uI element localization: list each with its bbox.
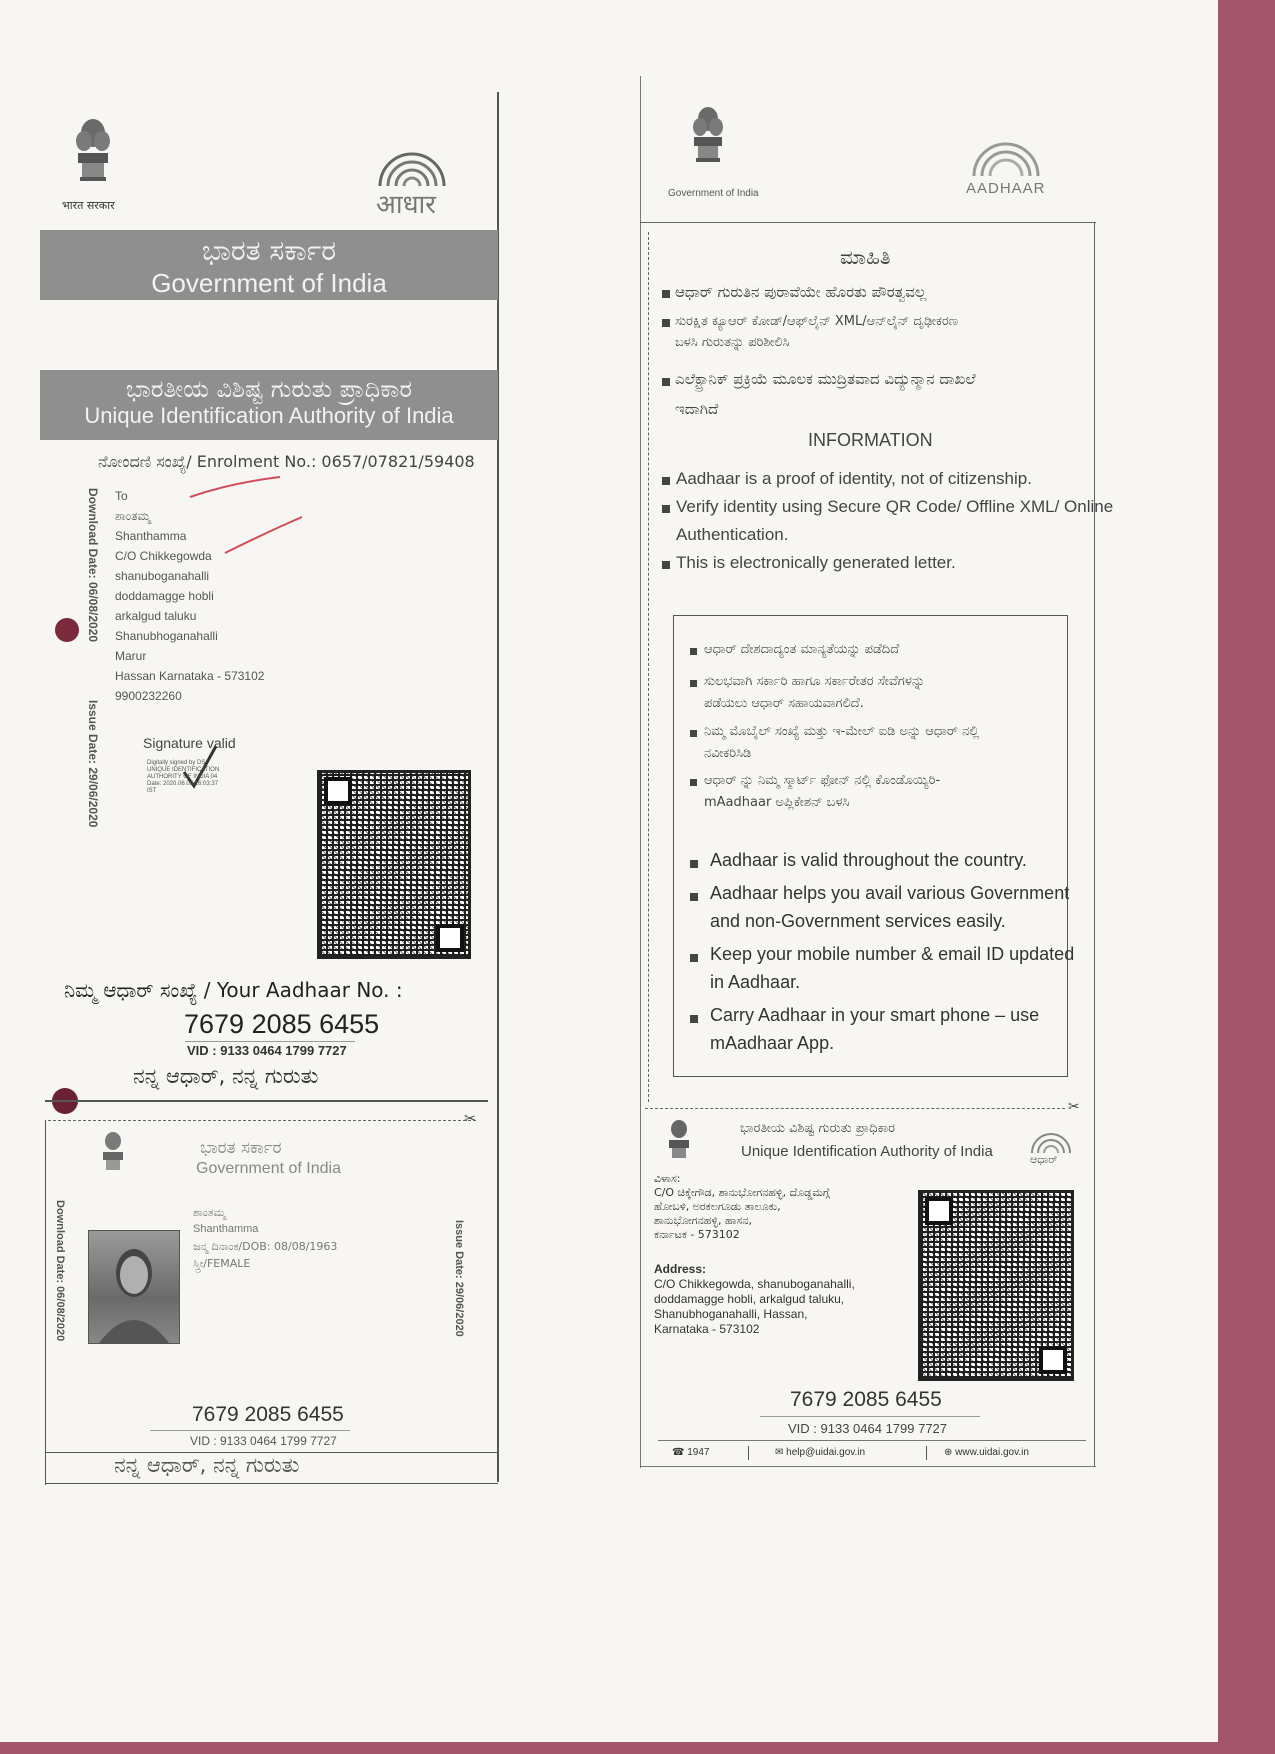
kannada-info-heading: ಮಾಹಿತಿ bbox=[840, 245, 891, 269]
card-dob: ಜನ್ಮ ದಿನಾಂಕ/DOB: 08/08/1963 bbox=[193, 1240, 338, 1253]
national-emblem-icon bbox=[664, 1118, 694, 1166]
bullet bbox=[662, 378, 670, 386]
card-aadhaar-number: 7679 2085 6455 bbox=[790, 1388, 942, 1411]
cut-line bbox=[645, 1108, 1065, 1109]
address-line: Karnataka - 573102 bbox=[654, 1322, 760, 1336]
card-border bbox=[45, 1120, 46, 1485]
gov-band-kannada: ಭಾರತ ಸರ್ಕಾರ bbox=[201, 234, 337, 267]
kannada-info-line: ಎಲೆಕ್ಟ್ರಾನಿಕ್ ಪ್ರಕ್ರಿಯೆ ಮೂಲಕ ಮುದ್ರಿತವಾದ ವಿದ್ಯುನ್ಮಾನ ದಾಖಲೆ bbox=[675, 370, 976, 388]
address-line: C/O Chikkegowda bbox=[115, 549, 212, 563]
kannada-info-line: ಸುರಕ್ಷಿತ ಕ್ಯೂಆರ್ ಕೋಡ್/ಆಫ್‌ಲೈನ್ XML/ಆನ್‌ಲೈನ್ ದೃಢೀಕರಣ bbox=[675, 314, 958, 329]
address-line: Marur bbox=[115, 649, 147, 663]
emblem-caption: Government of India bbox=[668, 188, 759, 199]
box-english-line: Aadhaar helps you avail various Government bbox=[710, 883, 1070, 903]
pen-mark bbox=[180, 475, 310, 555]
divider bbox=[150, 1430, 350, 1431]
divider bbox=[640, 222, 1096, 223]
footer-email-address: help@uidai.gov.in bbox=[786, 1447, 866, 1458]
footer-phone-number: 1947 bbox=[687, 1447, 710, 1458]
vid-number: VID : 9133 0464 1799 7727 bbox=[187, 1043, 347, 1058]
signature-detail-line: UNIQUE IDENTIFICATION bbox=[147, 767, 220, 773]
left-fold-line bbox=[497, 92, 499, 1482]
signature-detail-line: AUTHORITY OF INDIA 04 bbox=[147, 774, 218, 780]
bullet bbox=[690, 680, 697, 687]
address-kannada-block bbox=[654, 1172, 830, 1242]
box-kannada-line: mAadhaar ಅಪ್ಲಿಕೇಶನ್ ಬಳಸಿ bbox=[704, 795, 850, 810]
phone-icon: ☎ bbox=[672, 1447, 685, 1458]
national-emblem-icon bbox=[688, 103, 728, 177]
box-english-line: in Aadhaar. bbox=[710, 972, 801, 992]
card-uidai-kannada: ಭಾರತೀಯ ವಿಶಿಷ್ಟ ಗುರುತು ಪ್ರಾಧಿಕಾರ bbox=[740, 1121, 895, 1136]
bullet bbox=[690, 1015, 698, 1023]
box-kannada-line: ನವೀಕರಿಸಿಡಿ bbox=[704, 746, 752, 761]
card-tagline: ನನ್ನ ಆಧಾರ್, ನನ್ನ ಗುರುತು bbox=[114, 1453, 300, 1477]
issue-date: Issue Date: 29/06/2020 bbox=[86, 700, 100, 828]
card-gender: ಸ್ತ್ರೀ/FEMALE bbox=[193, 1257, 251, 1270]
government-band bbox=[40, 230, 498, 300]
scissors-icon: ✂ bbox=[1068, 1098, 1080, 1114]
card-vid-number: VID : 9133 0464 1799 7727 bbox=[190, 1434, 337, 1448]
divider bbox=[926, 1446, 927, 1460]
bullet bbox=[662, 561, 670, 569]
signature-detail-line: Date: 2020.06.05 16:03:37 bbox=[147, 781, 219, 787]
card-border bbox=[45, 1483, 498, 1484]
signature-detail-line: IST bbox=[147, 788, 157, 794]
aadhaar-fingerprint-logo-icon bbox=[1028, 1125, 1074, 1155]
box-english-line: Keep your mobile number & email ID updated bbox=[710, 944, 1075, 964]
download-date: Download Date: 06/08/2020 bbox=[86, 488, 100, 643]
holder-photo bbox=[88, 1230, 180, 1344]
card-gov-kannada: ಭಾರತ ಸರ್ಕಾರ bbox=[200, 1138, 282, 1158]
address-line: doddamagge hobli bbox=[115, 589, 214, 603]
info-line: Verify identity using Secure QR Code/ Offline XML/ Online bbox=[676, 497, 1114, 516]
card-gov-english: Government of India bbox=[196, 1160, 341, 1177]
uidai-band bbox=[40, 370, 498, 440]
bullet bbox=[690, 954, 698, 962]
address-line: Shanthamma bbox=[115, 529, 187, 543]
divider bbox=[760, 1416, 980, 1417]
address-kannada-line: ಶಾನುಭೋಗನಹಳ್ಳಿ, ಹಾಸನ, bbox=[654, 1214, 752, 1227]
mail-icon: ✉ bbox=[775, 1447, 784, 1458]
card-aadhaar-number: 7679 2085 6455 bbox=[192, 1403, 344, 1426]
info-line: This is electronically generated letter. bbox=[676, 553, 956, 572]
bullet bbox=[662, 477, 670, 485]
bullet bbox=[690, 730, 697, 737]
kannada-info-line: ಬಳಸಿ ಗುರುತನ್ನು ಪರಿಶೀಲಿಸಿ bbox=[675, 335, 790, 350]
cut-line bbox=[48, 1120, 476, 1121]
box-english-line: mAadhaar App. bbox=[710, 1033, 835, 1053]
divider bbox=[640, 1466, 1096, 1467]
address-line: C/O Chikkegowda, shanuboganahalli, bbox=[654, 1277, 855, 1291]
address-kannada-line: ಹೋಬಳಿ, ಅರಕಲಗೂಡು ತಾಲೂಕು, bbox=[654, 1200, 781, 1213]
address-label-kannada: ವಿಳಾಸ: bbox=[654, 1172, 681, 1185]
bullet bbox=[662, 319, 670, 327]
tagline: ನನ್ನ ಆಧಾರ್, ನನ್ನ ಗುರುತು bbox=[133, 1064, 319, 1088]
address-qr-code bbox=[918, 1190, 1074, 1381]
address-label: Address: bbox=[654, 1262, 707, 1276]
uidai-band-kannada: ಭಾರತೀಯ ವಿಶಿಷ್ಟ ಗುರುತು ಪ್ರಾಧಿಕಾರ bbox=[125, 375, 413, 403]
national-emblem-icon bbox=[98, 1130, 128, 1178]
information-heading: INFORMATION bbox=[808, 430, 933, 450]
address-kannada-line: C/O ಚಿಕ್ಕೇಗೌಡ, ಶಾನುಭೋಗನಹಳ್ಳಿ, ದೊಡ್ಡಮಗ್ಗೆ bbox=[654, 1186, 830, 1199]
right-fold-line bbox=[640, 76, 641, 1468]
address-line: 9900232260 bbox=[115, 689, 182, 703]
info-line: Aadhaar is a proof of identity, not of citizenship. bbox=[676, 469, 1032, 488]
signature-detail-line: Digitally signed by DS bbox=[147, 760, 206, 766]
emblem-caption: भारत सरकार bbox=[62, 199, 115, 212]
address-line: Shanubhoganahalli bbox=[115, 629, 218, 643]
footer-phone bbox=[672, 1447, 710, 1458]
divider bbox=[658, 1440, 1086, 1441]
your-aadhaar-label: ನಿಮ್ಮ ಆಧಾರ್ ಸಂಖ್ಯೆ / Your Aadhaar No. : bbox=[64, 978, 403, 1002]
bullet bbox=[690, 893, 698, 901]
cut-line bbox=[648, 232, 649, 1102]
card-uidai-english: Unique Identification Authority of India bbox=[741, 1143, 993, 1160]
aadhaar-logo-text: आधार bbox=[376, 190, 436, 220]
address-line: arkalgud taluku bbox=[115, 609, 197, 623]
gov-band-english: Government of India bbox=[151, 268, 387, 298]
divider bbox=[185, 1041, 355, 1042]
address-line: To bbox=[115, 489, 128, 503]
card-name-kannada: ಶಾಂತಮ್ಮ bbox=[193, 1206, 226, 1219]
punch-hole bbox=[55, 618, 79, 642]
person-silhouette-icon bbox=[89, 1231, 179, 1343]
enrolment-number: ನೋಂದಣಿ ಸಂಖ್ಯೆ/ Enrolment No.: 0657/07821/59408 bbox=[98, 452, 475, 471]
address-line: Hassan Karnataka - 573102 bbox=[115, 669, 265, 683]
box-english-line: and non-Government services easily. bbox=[710, 911, 1006, 931]
card-download-date: Download Date: 06/08/2020 bbox=[54, 1200, 66, 1342]
card-vid-number: VID : 9133 0464 1799 7727 bbox=[788, 1421, 948, 1436]
box-kannada-line: ಸುಲಭವಾಗಿ ಸರ್ಕಾರಿ ಹಾಗೂ ಸರ್ಕಾರೇತರ ಸೇವೆಗಳನ್ನು bbox=[704, 674, 926, 689]
signature-label: Signature valid bbox=[143, 735, 236, 751]
globe-icon: ⊕ bbox=[944, 1447, 953, 1458]
box-kannada-line: ಆಧಾರ್ ನ್ನು ನಿಮ್ಮ ಸ್ಮಾರ್ಟ್ ಫೋನ್ ನಲ್ಲಿ ಕೊಂಡೊಯ್ಯಿರಿ- bbox=[704, 773, 941, 788]
box-kannada-line: ಪಡೆಯಲು ಆಧಾರ್ ಸಹಾಯವಾಗಲಿದೆ. bbox=[704, 696, 864, 711]
aadhaar-logo-text: AADHAAR bbox=[966, 180, 1046, 197]
aadhaar-fingerprint-logo-icon bbox=[966, 128, 1046, 178]
secure-qr-code bbox=[317, 770, 471, 959]
address-line: Shanubhoganahalli, Hassan, bbox=[654, 1307, 808, 1321]
box-english-line: Carry Aadhaar in your smart phone – use bbox=[710, 1005, 1040, 1025]
address-line: doddamagge hobli, arkalgud taluku, bbox=[654, 1292, 845, 1306]
card-logo-text: ಆಧಾರ್ bbox=[1030, 1153, 1058, 1166]
scissors-icon: ✂ bbox=[464, 1110, 476, 1126]
footer-email bbox=[775, 1447, 865, 1458]
address-line: shanuboganahalli bbox=[115, 569, 210, 583]
signature-details bbox=[147, 760, 219, 795]
address-kannada-line: ಕರ್ನಾಟಕ - 573102 bbox=[654, 1228, 740, 1241]
uidai-band-english: Unique Identification Authority of India bbox=[84, 403, 454, 428]
kannada-info-line: ಇದಾಗಿದೆ bbox=[675, 400, 719, 418]
aadhaar-number: 7679 2085 6455 bbox=[184, 1009, 380, 1039]
card-name-english: Shanthamma bbox=[193, 1223, 259, 1235]
national-emblem-icon bbox=[70, 115, 116, 195]
bullet bbox=[690, 779, 697, 786]
bullet bbox=[662, 505, 670, 513]
card-holder-details bbox=[193, 1204, 337, 1272]
bullet bbox=[662, 290, 670, 298]
info-line: Authentication. bbox=[676, 525, 789, 544]
box-kannada-line: ನಿಮ್ಮ ಮೊಬೈಲ್ ಸಂಖ್ಯೆ ಮತ್ತು ಇ-ಮೇಲ್ ಐಡಿ ಅನ್ನು ಆಧಾರ್ ನಲ್ಲಿ bbox=[704, 724, 980, 739]
bullet bbox=[690, 648, 697, 655]
divider bbox=[748, 1446, 749, 1460]
footer-website-url: www.uidai.gov.in bbox=[955, 1447, 1029, 1458]
footer-website bbox=[944, 1447, 1029, 1458]
bullet bbox=[690, 860, 698, 868]
right-border bbox=[1094, 222, 1095, 1467]
aadhaar-fingerprint-logo-icon bbox=[372, 138, 452, 188]
divider bbox=[45, 1100, 488, 1102]
box-kannada-line: ಆಧಾರ್ ದೇಶದಾದ್ಯಂತ ಮಾನ್ಯತೆಯನ್ನು ಪಡೆದಿದೆ bbox=[704, 642, 900, 657]
address-english-block bbox=[654, 1262, 855, 1337]
card-issue-date: Issue Date: 29/06/2020 bbox=[453, 1220, 465, 1337]
address-line: ಶಾಂತಮ್ಮ bbox=[115, 509, 151, 523]
kannada-info-line: ಆಧಾರ್ ಗುರುತಿನ ಪುರಾವೆಯೇ ಹೊರತು ಪೌರತ್ವವಲ್ಲ bbox=[675, 283, 927, 301]
box-english-line: Aadhaar is valid throughout the country. bbox=[710, 850, 1027, 870]
